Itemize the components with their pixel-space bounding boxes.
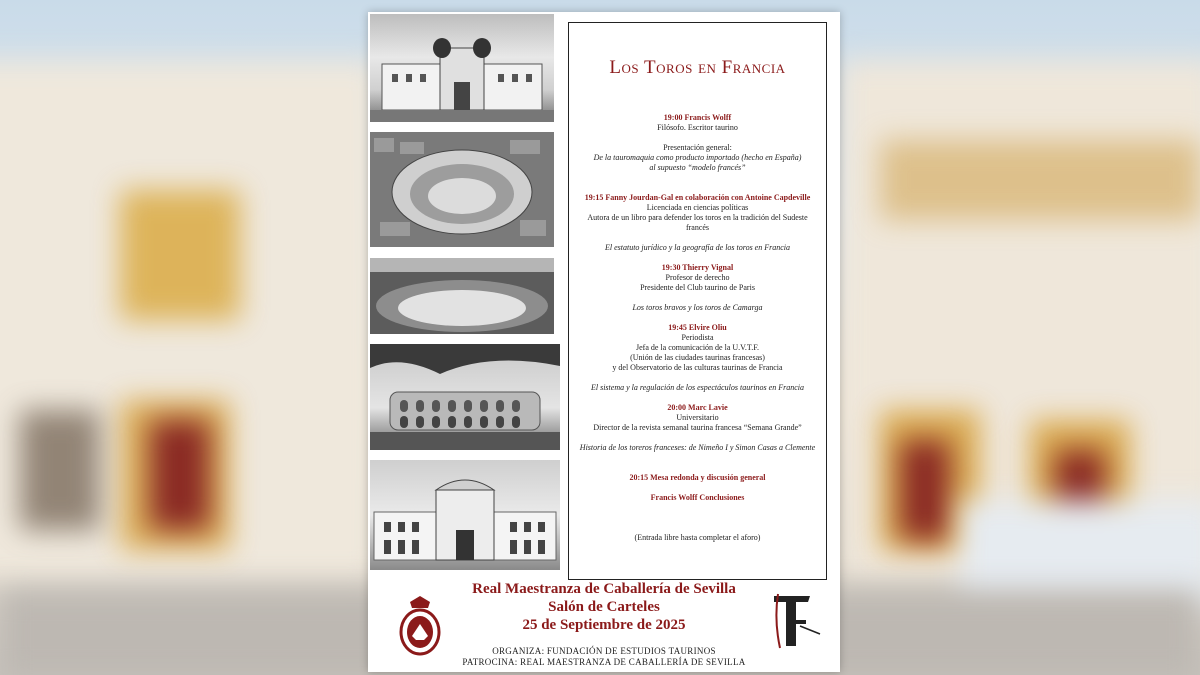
session-line: Profesor de derecho [665, 273, 730, 282]
entry-note: (Entrada libre hasta completar el aforo) [634, 533, 761, 542]
session-heading: 19:15 Fanny Jourdan-Gal en colaboración con Antoine Capdeville [584, 193, 811, 202]
session-line: Autora de un libro para defender los toros en la tradición del Sudeste francés [587, 213, 808, 232]
session-topic: El sistema y la regulación de los espectáculos taurinos en Francia [590, 383, 804, 392]
bullring-photo-2 [370, 132, 554, 247]
conclusions: Francis Wolff Conclusiones [650, 493, 745, 502]
program-item [575, 113, 820, 173]
session-line: Presidente del Club taurino de Paris [640, 283, 755, 292]
session-topic: Los toros bravos y los toros de Camarga [632, 303, 763, 312]
session-heading: 19:30 Thierry Vignal [661, 263, 734, 272]
credits [368, 646, 840, 668]
program-item [575, 193, 820, 253]
session-line: y del Observatorio de las culturas taurinas de Francia [612, 363, 783, 372]
program-item [575, 263, 820, 313]
session-line: (Unión de las ciudades taurinas francesas) [630, 353, 765, 362]
session-line: Periodista [681, 333, 714, 342]
session-topic: Historia de los toreros franceses: de Nimeño I y Simon Casas a Clemente [579, 443, 816, 452]
program-item [575, 403, 820, 453]
session-line: Presentación general: [663, 143, 732, 152]
session-topic: al supuesto “modelo francés” [649, 163, 746, 172]
session-line: Filósofo. Escritor taurino [657, 123, 738, 132]
venue-line-2: Salón de Carteles [548, 599, 660, 615]
bullring-photo-1 [370, 14, 554, 122]
session-heading: 19:00 Francis Wolff [663, 113, 732, 122]
poster-title: Los Toros en Francia [609, 57, 786, 78]
session-topic: El estatuto jurídico y la geografía de los toros en Francia [604, 243, 791, 252]
program-item [575, 323, 820, 393]
session-topic: De la tauromaquia como producto importado (hecho en España) [593, 153, 802, 162]
program-panel [568, 22, 827, 580]
bullring-photo-3 [370, 258, 554, 334]
event-date: 25 de Septiembre de 2025 [522, 617, 686, 633]
session-line: Universitario [676, 413, 719, 422]
venue-line-1: Real Maestranza de Caballería de Sevilla [472, 581, 736, 597]
session-line: Director de la revista semanal taurina francesa “Semana Grande” [593, 423, 802, 432]
session-heading: 20:00 Marc Lavie [667, 403, 728, 412]
closing-session: 20:15 Mesa redonda y discusión general [629, 473, 766, 482]
patrocina-line: PATROCINA: REAL MAESTRANZA DE CABALLERÍA DE SEVILLA [462, 657, 746, 667]
session-line: Jefa de la comunicación de la U.V.T.F. [635, 343, 760, 352]
program-list [575, 113, 820, 543]
bullring-photo-5 [370, 460, 560, 570]
session-heading: 19:45 Elvire Oliu [668, 323, 727, 332]
fundacion-logo [770, 590, 824, 652]
bullring-photo-4 [370, 344, 560, 450]
organiza-line: ORGANIZA: FUNDACIÓN DE ESTUDIOS TAURINOS [492, 646, 716, 656]
event-poster [368, 12, 840, 672]
session-line: Licenciada en ciencias políticas [646, 203, 749, 212]
